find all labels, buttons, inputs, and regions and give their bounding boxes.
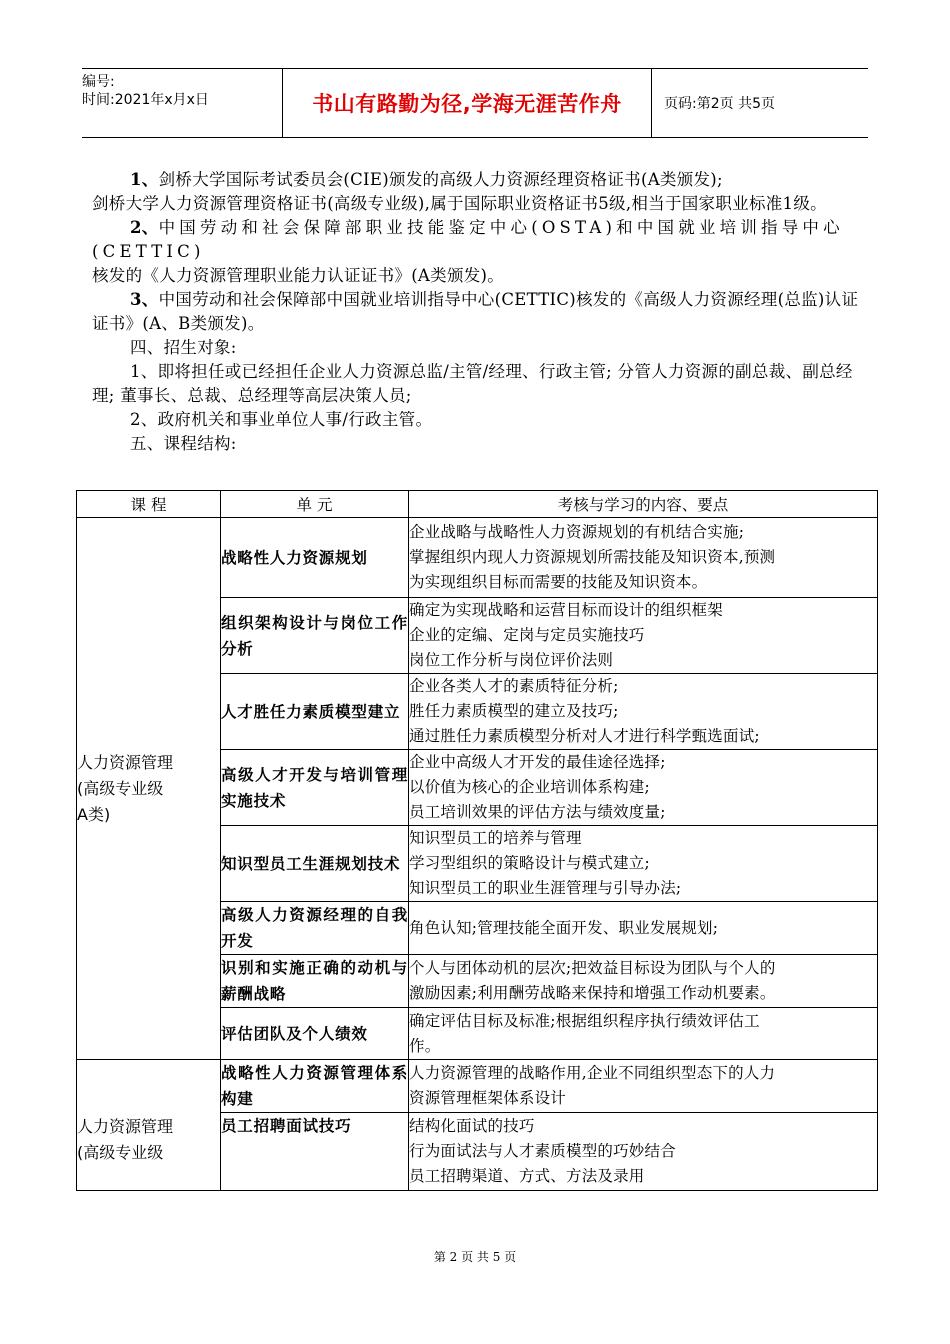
- unit-cell: 战略性人力资源管理体系构建: [221, 1060, 409, 1113]
- content-line: 角色认知;管理技能全面开发、职业发展规划;: [409, 918, 719, 937]
- cert-3: [92, 288, 874, 336]
- code-label: 编号:: [82, 74, 115, 90]
- content-line: 确定为实现战略和运营目标而设计的组织框架: [409, 601, 724, 619]
- content-line: 知识型员工的培养与管理: [409, 829, 582, 847]
- page-footer: 第 2 页 共 5 页: [433, 1250, 517, 1264]
- course-a-line1: 人力资源管理: [77, 752, 174, 772]
- content-line: 结构化面试的技巧: [409, 1117, 535, 1135]
- course-cell-a: [77, 518, 221, 1060]
- course-b-line2: (高级专业级: [77, 1143, 164, 1162]
- header-page-number: 页码:第2页 共5页: [664, 96, 775, 112]
- content-cell: [409, 955, 878, 1008]
- cert-2-line2: 核发的《人力资源管理职业能力认证证书》(A类颁发)。: [92, 266, 505, 285]
- section-5-heading: 五、课程结构:: [130, 434, 237, 453]
- content-line: 企业战略与战略性人力资源规划的有机结合实施;: [409, 523, 745, 541]
- content-line: 企业的定编、定岗与定员实施技巧: [409, 626, 645, 644]
- unit-cell: 知识型员工生涯规划技术: [221, 826, 409, 902]
- content-cell: [409, 1008, 878, 1060]
- content-line: 胜任力素质模型的建立及技巧;: [409, 702, 619, 720]
- content-line: 岗位工作分析与岗位评价法则: [409, 651, 614, 669]
- cert-3-line1: 中国劳动和社会保障部中国就业培训指导中心(CETTIC)核发的《高级人力资源经理(总监)认证证书》(A、B类颁发)。: [92, 290, 859, 333]
- content-line: 行为面试法与人才素质模型的巧妙结合: [409, 1142, 676, 1160]
- unit-cell: 组织架构设计与岗位工作分析: [221, 598, 409, 674]
- target-2: 2、政府机关和事业单位人事/行政主管。: [130, 410, 433, 429]
- content-cell: [409, 674, 878, 750]
- intro-text: [92, 168, 874, 456]
- content-cell: [409, 598, 878, 674]
- content-line: 学习型组织的策略设计与模式建立;: [409, 854, 650, 872]
- course-structure-table: [76, 490, 878, 1191]
- table-row: [77, 1060, 878, 1113]
- content-cell: [409, 1113, 878, 1191]
- content-line: 为实现组织目标而需要的技能及知识资本。: [409, 573, 708, 591]
- cert-2-number: 2、: [130, 218, 159, 237]
- content-line: 确定评估目标及标准;根据组织程序执行绩效评估工: [409, 1011, 760, 1030]
- target-1: 1、即将担任或已经担任企业人力资源总监/主管/经理、行政主管; 分管人力资源的副总裁、副总经理; 董事长、总裁、总经理等高层决策人员;: [92, 362, 853, 405]
- course-a-line3: A类): [77, 804, 111, 824]
- unit-cell: 战略性人力资源规划: [221, 518, 409, 598]
- header-motto: 书山有路勤为径,学海无涯苦作舟: [283, 69, 652, 137]
- cert-1: [92, 168, 874, 192]
- content-line: 员工培训效果的评估方法与绩效度量;: [409, 803, 666, 821]
- content-line: 企业中高级人才开发的最佳途径选择;: [409, 753, 666, 771]
- content-line: 资源管理框架体系设计: [409, 1089, 567, 1107]
- cert-1-number: 1、: [130, 170, 159, 189]
- content-cell: [409, 518, 878, 598]
- cert-2-line1: 中国劳动和社会保障部职业技能鉴定中心(OSTA)和中国就业培训指导中心(CETTIC): [92, 218, 844, 261]
- table-header-row: [77, 491, 878, 518]
- unit-cell: 员工招聘面试技巧: [221, 1113, 409, 1191]
- content-cell: [409, 1060, 878, 1113]
- content-line: 作。: [409, 1036, 441, 1055]
- header-unit: 单 元: [221, 491, 409, 518]
- cert-1-line2: 剑桥大学人力资源管理资格证书(高级专业级),属于国际职业资格证书5级,相当于国家职业标准1级。: [92, 194, 827, 213]
- content-cell: [409, 750, 878, 826]
- content-line: 激励因素;利用酬劳战略来保持和增强工作动机要素。: [409, 984, 776, 1002]
- content-line: 以价值为核心的企业培训体系构建;: [409, 778, 650, 796]
- header-course: 课 程: [77, 491, 221, 518]
- content-line: 企业各类人才的素质特征分析;: [409, 677, 619, 695]
- unit-cell: 高级人才开发与培训管理实施技术: [221, 750, 409, 826]
- content-line: 通过胜任力素质模型分析对人才进行科学甄选面试;: [409, 727, 760, 745]
- content-line: 个人与团体动机的层次;把效益目标设为团队与个人的: [409, 959, 776, 977]
- course-cell-b: [77, 1060, 221, 1191]
- time-label: 时间:2021年x月x日: [82, 92, 209, 108]
- unit-cell: 评估团队及个人绩效: [221, 1008, 409, 1060]
- table-row: [77, 518, 878, 598]
- content-cell: [409, 902, 878, 955]
- unit-cell: 识别和实施正确的动机与薪酬战略: [221, 955, 409, 1008]
- header-content: 考核与学习的内容、要点: [409, 491, 878, 518]
- content-line: 知识型员工的职业生涯管理与引导办法;: [409, 879, 682, 897]
- cert-2: [92, 216, 874, 264]
- content-line: 人力资源管理的战略作用,企业不同组织型态下的人力: [409, 1064, 776, 1082]
- page-header: [82, 68, 868, 138]
- header-meta: [82, 69, 283, 137]
- unit-cell: 高级人力资源经理的自我开发: [221, 902, 409, 955]
- content-line: 员工招聘渠道、方式、方法及录用: [409, 1167, 645, 1185]
- course-a-line2: (高级专业级: [77, 778, 164, 798]
- course-b-line1: 人力资源管理: [77, 1117, 174, 1136]
- section-4-heading: 四、招生对象:: [130, 338, 237, 357]
- cert-1-line1: 剑桥大学国际考试委员会(CIE)颁发的高级人力资源经理资格证书(A类颁发);: [158, 170, 723, 189]
- content-cell: [409, 826, 878, 902]
- content-line: 掌握组织内现人力资源规划所需技能及知识资本,预测: [409, 548, 776, 566]
- unit-cell: 人才胜任力素质模型建立: [221, 674, 409, 750]
- cert-3-number: 3、: [130, 290, 159, 309]
